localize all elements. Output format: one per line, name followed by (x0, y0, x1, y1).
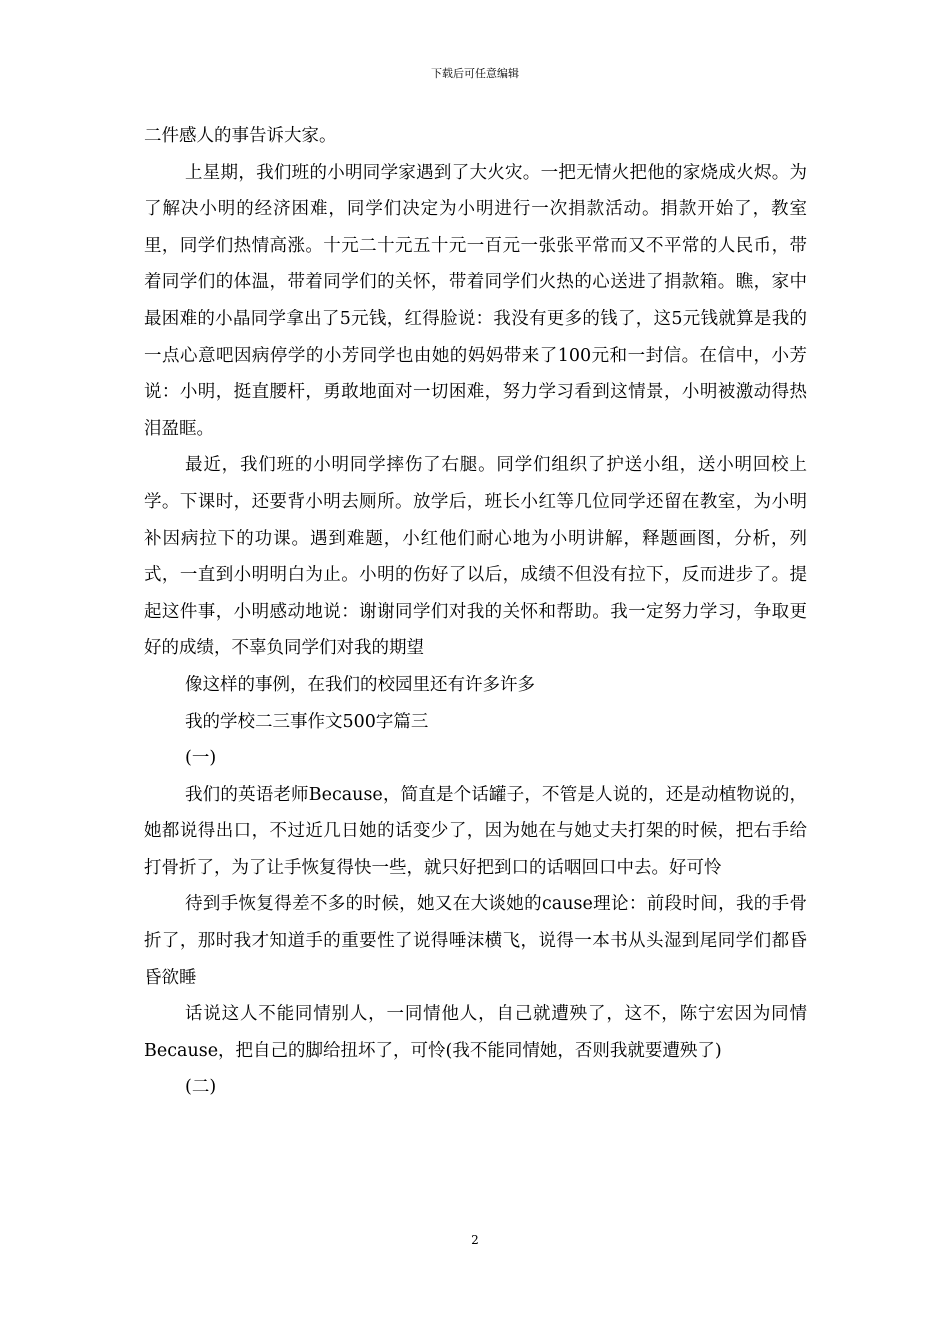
paragraph-english-teacher: 我们的英语老师Because，简直是个话罐子，不管是人说的，还是动植物说的，她都说得出口，不过近几日她的话变少了，因为她在与她丈夫打架的时候，把右手给打骨折了，为了让手恢复得快一些，就只好把到口的话咽回口中去。好可怜 (144, 784, 807, 878)
section-title: 我的学校二三事作文500字篇三 (185, 711, 429, 732)
section-marker-one: (一) (185, 748, 217, 769)
paragraph-injured-leg: 最近，我们班的小明同学摔伤了右腿。同学们组织了护送小组，送小明回校上学。下课时，还要背小明去厕所。放学后，班长小红等几位同学还留在教室，为小明补因病拉下的功课。遇到难题，小红他们耐心地为小明讲解，释题画图，分析，列式，一直到小明明白为止。小明的伤好了以后，成绩不但没有拉下，反而进步了。提起这件事，小明感动地说：谢谢同学们对我的关怀和帮助。我一定努力学习，争取更好的成绩，不辜负同学们对我的期望 (144, 455, 807, 659)
page-number: 2 (471, 1233, 479, 1247)
section-marker-two: (二) (185, 1077, 217, 1098)
paragraph-continuation: 二件感人的事告诉大家。 (144, 126, 337, 146)
paragraph-many-examples: 像这样的事例，在我们的校园里还有许多许多 (185, 674, 535, 695)
document-body (144, 118, 807, 1106)
paragraph-sympathy: 话说这人不能同情别人，一同情他人，自己就遭殃了，这不，陈宁宏因为同情Because，把自己的脚给扭坏了，可怜(我不能同情她，否则我就要遭殃了) (144, 1004, 807, 1061)
page-header-note: 下载后可任意编辑 (431, 67, 519, 80)
paragraph-cause-theory: 待到手恢复得差不多的时候，她又在大谈她的cause理论：前段时间，我的手骨折了，那时我才知道手的重要性了说得唾沫横飞，说得一本书从头湿到尾同学们都昏昏欲睡 (144, 894, 807, 988)
paragraph-fire-donation: 上星期，我们班的小明同学家遇到了大火灾。一把无情火把他的家烧成火烬。为了解决小明的经济困难，同学们决定为小明进行一次捐款活动。捐款开始了，教室里，同学们热情高涨。十元二十元五十元一百元一张张平常而又不平常的人民币，带着同学们的体温，带着同学们的关怀，带着同学们火热的心送进了捐款箱。瞧，家中最困难的小晶同学拿出了5元钱，红得脸说：我没有更多的钱了，这5元钱就算是我的一点心意吧因病停学的小芳同学也由她的妈妈带来了100元和一封信。在信中，小芳说：小明，挺直腰杆，勇敢地面对一切困难，努力学习看到这情景，小明被激动得热泪盈眶。 (144, 162, 807, 439)
